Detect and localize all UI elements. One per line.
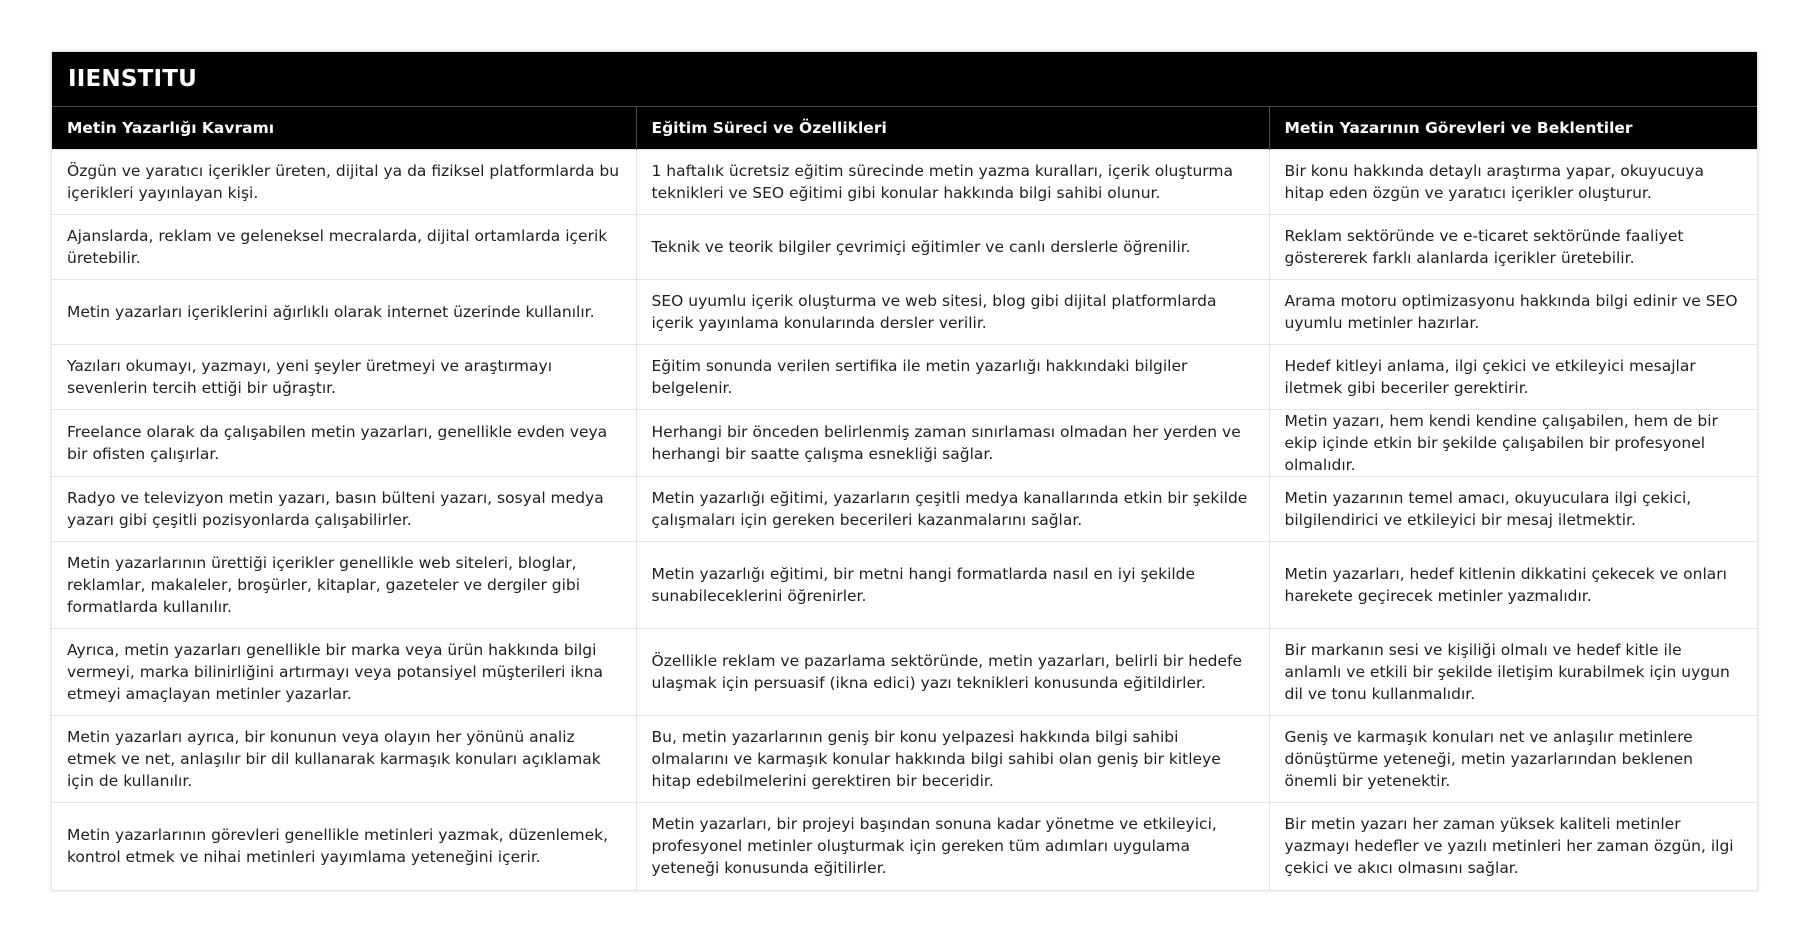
header-row (52, 107, 1757, 150)
table-cell: Eğitim sonunda verilen sertifika ile metin yazarlığı hakkındaki bilgiler belgelenir. (636, 345, 1269, 410)
table-row (52, 410, 1757, 477)
table-row (52, 629, 1757, 716)
data-table (52, 106, 1757, 890)
table-cell: Metin yazarları içeriklerini ağırlıklı olarak internet üzerinde kullanılır. (52, 280, 636, 345)
table-cell: Ayrıca, metin yazarları genellikle bir marka veya ürün hakkında bilgi vermeyi, marka bilinirliğini artırmayı veya potansiyel müşterileri ikna etmeyi amaçlayan metinler yazarlar. (52, 629, 636, 716)
table-cell: Radyo ve televizyon metin yazarı, basın bülteni yazarı, sosyal medya yazarı gibi çeşitli pozisyonlarda çalışabilirler. (52, 477, 636, 542)
table-row (52, 477, 1757, 542)
table-row (52, 280, 1757, 345)
table-row (52, 345, 1757, 410)
table-cell: Metin yazarları, bir projeyi başından sonuna kadar yönetme ve etkileyici, profesyonel metinler oluşturmak için gereken tüm adımları uygulama yeteneği konusunda eğitilirler. (636, 803, 1269, 890)
table-cell: Metin yazarlarının ürettiği içerikler genellikle web siteleri, bloglar, reklamlar, makaleler, broşürler, kitaplar, gazeteler ve dergiler gibi formatlarda kullanılır. (52, 542, 636, 629)
column-header-concept: Metin Yazarlığı Kavramı (52, 107, 636, 150)
table-row (52, 542, 1757, 629)
column-header-duties: Metin Yazarının Görevleri ve Beklentiler (1269, 107, 1757, 150)
table-cell: Metin yazarlığı eğitimi, yazarların çeşitli medya kanallarında etkin bir şekilde çalışmaları için gereken becerileri kazanmalarını sağlar. (636, 477, 1269, 542)
table-cell: Bir konu hakkında detaylı araştırma yapar, okuyucuya hitap eden özgün ve yaratıcı içerikler oluşturur. (1269, 150, 1757, 215)
table-row (52, 716, 1757, 803)
table-cell: SEO uyumlu içerik oluşturma ve web sitesi, blog gibi dijital platformlarda içerik yayınlama konularında dersler verilir. (636, 280, 1269, 345)
table-cell: Yazıları okumayı, yazmayı, yeni şeyler üretmeyi ve araştırmayı sevenlerin tercih ettiği bir uğraştır. (52, 345, 636, 410)
table-cell: Freelance olarak da çalışabilen metin yazarları, genellikle evden veya bir ofisten çalışırlar. (52, 410, 636, 477)
table-cell: Reklam sektöründe ve e-ticaret sektöründe faaliyet göstererek farklı alanlarda içerikler üretebilir. (1269, 215, 1757, 280)
table-cell: Özgün ve yaratıcı içerikler üreten, dijital ya da fiziksel platformlarda bu içerikleri yayınlayan kişi. (52, 150, 636, 215)
content-table-card (51, 51, 1758, 891)
column-header-training: Eğitim Süreci ve Özellikleri (636, 107, 1269, 150)
table-row (52, 803, 1757, 890)
table-cell: Metin yazarı, hem kendi kendine çalışabilen, hem de bir ekip içinde etkin bir şekilde çalışabilen bir profesyonel olmalıdır. (1269, 410, 1757, 477)
table-cell: Metin yazarlığı eğitimi, bir metni hangi formatlarda nasıl en iyi şekilde sunabileceklerini öğrenirler. (636, 542, 1269, 629)
table-cell: Herhangi bir önceden belirlenmiş zaman sınırlaması olmadan her yerden ve herhangi bir saatte çalışma esnekliği sağlar. (636, 410, 1269, 477)
table-title: IIENSTITU (52, 52, 1757, 106)
table-cell: Geniş ve karmaşık konuları net ve anlaşılır metinlere dönüştürme yeteneği, metin yazarlarından beklenen önemli bir yetenektir. (1269, 716, 1757, 803)
table-cell: Arama motoru optimizasyonu hakkında bilgi edinir ve SEO uyumlu metinler hazırlar. (1269, 280, 1757, 345)
table-cell: Metin yazarları, hedef kitlenin dikkatini çekecek ve onları harekete geçirecek metinler yazmalıdır. (1269, 542, 1757, 629)
table-cell: Bu, metin yazarlarının geniş bir konu yelpazesi hakkında bilgi sahibi olmalarını ve karmaşık konular hakkında bilgi sahibi olan geniş bir kitleye hitap edebilmelerini gerektiren bir beceridir. (636, 716, 1269, 803)
table-cell: Teknik ve teorik bilgiler çevrimiçi eğitimler ve canlı derslerle öğrenilir. (636, 215, 1269, 280)
table-cell: Metin yazarları ayrıca, bir konunun veya olayın her yönünü analiz etmek ve net, anlaşılır bir dil kullanarak karmaşık konuları açıklamak için de kullanılır. (52, 716, 636, 803)
table-cell: Özellikle reklam ve pazarlama sektöründe, metin yazarları, belirli bir hedefe ulaşmak için persuasif (ikna edici) yazı teknikleri konusunda eğitildirler. (636, 629, 1269, 716)
table-cell: 1 haftalık ücretsiz eğitim sürecinde metin yazma kuralları, içerik oluşturma teknikleri ve SEO eğitimi gibi konular hakkında bilgi sahibi olunur. (636, 150, 1269, 215)
table-cell: Metin yazarının temel amacı, okuyuculara ilgi çekici, bilgilendirici ve etkileyici bir mesaj iletmektir. (1269, 477, 1757, 542)
table-cell: Bir metin yazarı her zaman yüksek kaliteli metinler yazmayı hedefler ve yazılı metinleri her zaman özgün, ilgi çekici ve akıcı olmasını sağlar. (1269, 803, 1757, 890)
table-cell: Metin yazarlarının görevleri genellikle metinleri yazmak, düzenlemek, kontrol etmek ve nihai metinleri yayımlama yeteneğini içerir. (52, 803, 636, 890)
table-cell: Ajanslarda, reklam ve geleneksel mecralarda, dijital ortamlarda içerik üretebilir. (52, 215, 636, 280)
table-row (52, 150, 1757, 215)
table-cell: Hedef kitleyi anlama, ilgi çekici ve etkileyici mesajlar iletmek gibi beceriler gerektirir. (1269, 345, 1757, 410)
table-row (52, 215, 1757, 280)
table-cell: Bir markanın sesi ve kişiliği olmalı ve hedef kitle ile anlamlı ve etkili bir şekilde iletişim kurabilmek için uygun dil ve tonu kullanmalıdır. (1269, 629, 1757, 716)
